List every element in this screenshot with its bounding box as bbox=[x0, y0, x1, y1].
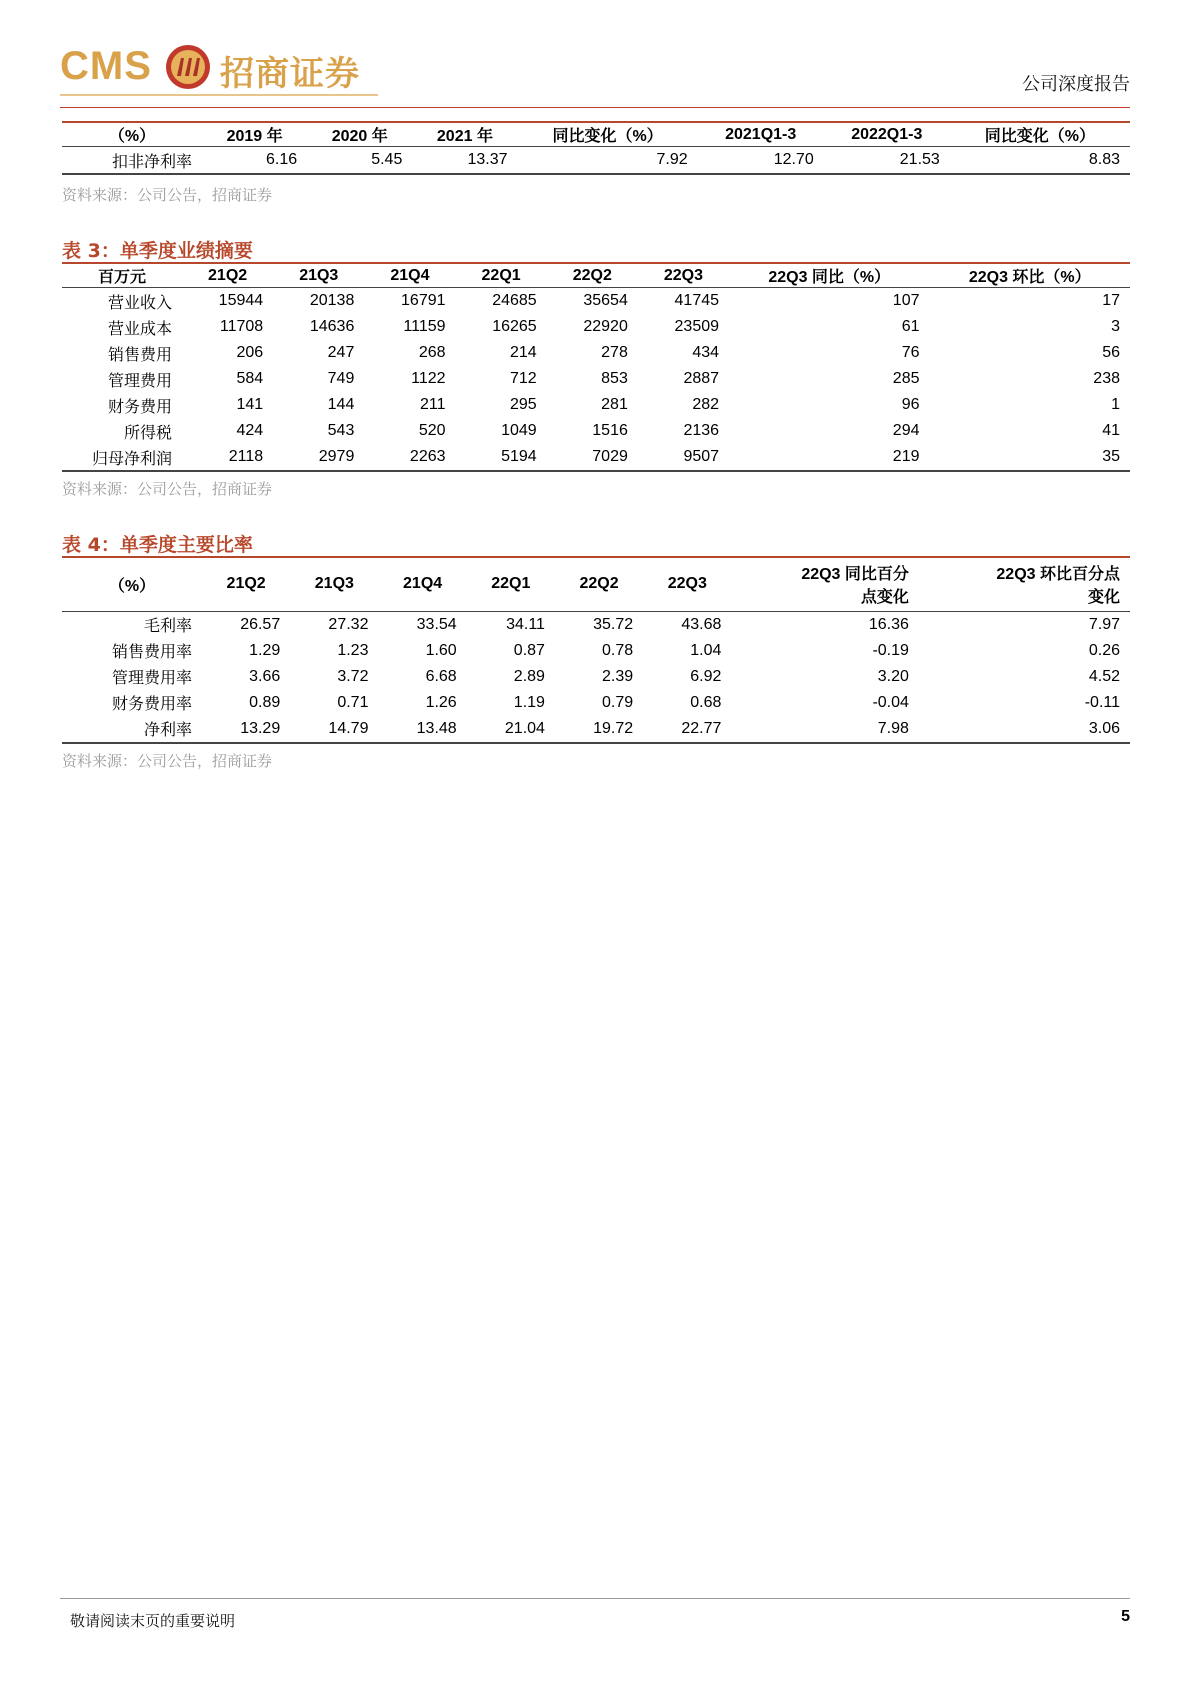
table-cell: 35654 bbox=[583, 292, 628, 309]
table-cell: -0.19 bbox=[872, 641, 909, 659]
table-cell: 2887 bbox=[683, 370, 720, 387]
table-cell: 1049 bbox=[501, 422, 537, 439]
table-cell: 19.72 bbox=[593, 719, 634, 737]
col-header: 21Q4 bbox=[403, 575, 443, 593]
logo-emblem-icon bbox=[165, 44, 211, 90]
table-cell: 2979 bbox=[318, 448, 355, 465]
col-header-yoy: 22Q3 同比百分 点变化 bbox=[801, 566, 909, 607]
table-cell: 26.57 bbox=[240, 615, 281, 633]
header-divider bbox=[60, 107, 1130, 108]
row-label: 管理费用率 bbox=[111, 668, 192, 687]
col-header: 21Q4 bbox=[390, 266, 430, 284]
table-cell: 33.54 bbox=[416, 615, 457, 633]
col-header: 21Q2 bbox=[208, 266, 248, 284]
table-cell: 238 bbox=[1093, 370, 1120, 387]
table-cell: 0.26 bbox=[1088, 641, 1120, 659]
col-header: 2022Q1-3 bbox=[851, 125, 923, 143]
table-cell: 17 bbox=[1102, 292, 1120, 309]
table-cell: -0.11 bbox=[1084, 693, 1120, 711]
table-cell: 543 bbox=[327, 422, 355, 439]
table-cell: 21.04 bbox=[504, 719, 545, 737]
table-cell: 1.26 bbox=[425, 693, 457, 711]
col-header: 2019 年 bbox=[226, 128, 283, 145]
table-cell: 13.29 bbox=[240, 719, 281, 737]
table-row bbox=[62, 340, 1130, 366]
row-label: 财务费用 bbox=[107, 396, 172, 416]
table-cell: 295 bbox=[509, 396, 537, 413]
table-cell: 16.36 bbox=[868, 615, 909, 633]
col-header: 22Q2 bbox=[579, 575, 619, 593]
table-cell: 5194 bbox=[501, 448, 537, 465]
table-4-title: 表 4：单季度主要比率 bbox=[62, 534, 253, 556]
col-header: 21Q3 bbox=[299, 266, 339, 284]
logo-chinese: 招商证券 bbox=[220, 54, 360, 94]
col-header: 同比变化（%） bbox=[984, 128, 1096, 145]
table-cell: 2118 bbox=[228, 448, 264, 465]
row-label: 归母净利润 bbox=[91, 448, 172, 468]
row-label: 所得税 bbox=[123, 422, 172, 442]
table-row bbox=[62, 418, 1130, 444]
col-header: 同比变化（%） bbox=[552, 128, 663, 145]
table-cell: 43.68 bbox=[681, 615, 722, 633]
table-cell: 0.87 bbox=[513, 641, 545, 659]
table-row bbox=[62, 611, 1130, 638]
table-cell: 1.04 bbox=[690, 641, 722, 659]
table-cell: 1.60 bbox=[425, 641, 457, 659]
table-cell: 35 bbox=[1102, 448, 1120, 465]
table-cell: 214 bbox=[509, 344, 537, 361]
table-cell: 2263 bbox=[409, 448, 446, 465]
row-label: 财务费用率 bbox=[111, 694, 192, 713]
col-header-qoq: 22Q3 环比百分点 变化 bbox=[996, 566, 1120, 607]
table-row bbox=[62, 314, 1130, 340]
table-row bbox=[62, 664, 1130, 690]
table-cell: 247 bbox=[327, 344, 355, 361]
table-cell: 9507 bbox=[683, 448, 720, 465]
company-logo bbox=[60, 40, 380, 100]
table-cell: 144 bbox=[327, 396, 355, 413]
table-row bbox=[62, 716, 1130, 743]
table-cell: 1.29 bbox=[249, 641, 281, 659]
col-header: 22Q2 bbox=[572, 266, 612, 284]
table-cell: 3.20 bbox=[877, 667, 909, 685]
table-cell: 3.72 bbox=[337, 667, 369, 685]
table-cell: 61 bbox=[901, 318, 920, 335]
table-cell: 1122 bbox=[411, 370, 446, 387]
table-cell: 434 bbox=[692, 344, 720, 361]
quarterly-results-table bbox=[62, 262, 1130, 472]
table-cell: 76 bbox=[901, 344, 920, 361]
table-cell: 0.79 bbox=[602, 693, 634, 711]
col-header: 2020 年 bbox=[331, 128, 388, 145]
table-cell: 13.48 bbox=[416, 719, 457, 737]
col-header: 百万元 bbox=[97, 269, 146, 286]
table-3-source: 资料来源：公司公告，招商证券 bbox=[62, 480, 273, 498]
footer-note: 敬请阅读末页的重要说明 bbox=[70, 1612, 236, 1630]
table-cell: 0.68 bbox=[690, 693, 722, 711]
table-cell: 424 bbox=[236, 422, 264, 439]
table-cell: 3.66 bbox=[249, 667, 281, 685]
row-label: 销售费用率 bbox=[111, 642, 192, 661]
col-header: 21Q2 bbox=[226, 575, 266, 593]
col-header: 22Q3 bbox=[663, 266, 704, 284]
table-cell: 211 bbox=[420, 396, 446, 413]
row-label: 销售费用 bbox=[107, 344, 172, 364]
quarterly-ratios-table bbox=[62, 556, 1130, 744]
report-type: 公司深度报告 bbox=[1022, 74, 1130, 95]
table-row bbox=[62, 392, 1130, 418]
row-label: 净利率 bbox=[143, 720, 192, 739]
table-source: 资料来源：公司公告，招商证券 bbox=[62, 186, 273, 204]
table-cell: 1.19 bbox=[513, 693, 545, 711]
table-cell: 35.72 bbox=[593, 615, 634, 633]
table-cell: 41 bbox=[1102, 422, 1120, 439]
col-header: 21Q3 bbox=[314, 575, 354, 593]
col-header: 22Q1 bbox=[481, 266, 521, 284]
table-cell: 278 bbox=[601, 344, 628, 361]
table-cell: 1 bbox=[1111, 396, 1120, 413]
row-label: 管理费用 bbox=[107, 370, 172, 390]
logo-underline bbox=[60, 94, 378, 96]
table-cell: 520 bbox=[418, 422, 446, 439]
table-cell: 22.77 bbox=[681, 719, 722, 737]
row-label: 营业收入 bbox=[107, 292, 172, 312]
table-cell: 219 bbox=[892, 448, 920, 465]
table-cell: 22920 bbox=[583, 318, 628, 335]
table-cell: 6.68 bbox=[425, 667, 457, 685]
table-cell: 56 bbox=[1102, 344, 1120, 361]
page-number: 5 bbox=[1121, 1608, 1130, 1625]
table-cell: 34.11 bbox=[506, 615, 545, 633]
table-cell: 11708 bbox=[219, 318, 264, 335]
table-cell: 16791 bbox=[401, 292, 446, 309]
table-cell: 2.89 bbox=[513, 667, 545, 685]
table-cell: 14.79 bbox=[328, 719, 369, 737]
col-header: （%） bbox=[108, 128, 156, 145]
table-cell: 107 bbox=[892, 292, 920, 309]
table-cell: 0.71 bbox=[337, 693, 369, 711]
table-cell: 3 bbox=[1111, 318, 1120, 335]
table-cell: 96 bbox=[901, 396, 920, 413]
table-row bbox=[62, 288, 1130, 315]
table-cell: 1.23 bbox=[337, 641, 369, 659]
col-header: （%） bbox=[108, 577, 156, 595]
table-cell: 14636 bbox=[309, 318, 355, 335]
table-cell: 584 bbox=[236, 370, 264, 387]
table-row bbox=[62, 444, 1130, 471]
table-4-source: 资料来源：公司公告，招商证券 bbox=[62, 752, 273, 770]
table-cell: 4.52 bbox=[1088, 667, 1120, 685]
row-label: 毛利率 bbox=[143, 616, 192, 635]
table-cell: 281 bbox=[601, 396, 628, 413]
col-header: 22Q3 bbox=[667, 575, 707, 593]
table-cell: 206 bbox=[236, 344, 264, 361]
table-cell: 7029 bbox=[592, 448, 628, 465]
table-cell: 285 bbox=[892, 370, 920, 387]
table-cell: -0.04 bbox=[872, 693, 909, 711]
table-cell: 16265 bbox=[492, 318, 537, 335]
table-cell: 294 bbox=[892, 422, 920, 439]
table-cell: 853 bbox=[601, 370, 628, 387]
col-header: 2021Q1-3 bbox=[725, 125, 797, 143]
row-label: 营业成本 bbox=[107, 318, 172, 338]
table-cell: 15944 bbox=[218, 292, 264, 309]
table-cell: 282 bbox=[692, 396, 720, 413]
table-cell: 24685 bbox=[492, 292, 537, 309]
col-header: 22Q3 同比（%） bbox=[768, 269, 891, 286]
col-header: 22Q3 环比（%） bbox=[968, 269, 1091, 286]
table-cell: 41745 bbox=[674, 292, 720, 309]
table-cell: 0.89 bbox=[249, 693, 281, 711]
table-cell: 7.97 bbox=[1088, 615, 1120, 633]
table-cell: 749 bbox=[327, 370, 355, 387]
table-cell: 20138 bbox=[309, 292, 355, 309]
table-cell: 23509 bbox=[674, 318, 720, 335]
table-row bbox=[62, 366, 1130, 392]
table-cell: 1516 bbox=[592, 422, 628, 439]
table-row: 扣非净利率 6.16 5.45 13.37 7.92 12.70 21.53 8.83 bbox=[62, 147, 1130, 175]
logo-latin: CMS bbox=[60, 44, 152, 88]
table-cell: 2.39 bbox=[602, 667, 634, 685]
table-row bbox=[62, 638, 1130, 664]
table-cell: 2136 bbox=[683, 422, 720, 439]
table-cell: 3.06 bbox=[1088, 719, 1120, 737]
table-cell: 141 bbox=[236, 396, 264, 413]
table-row bbox=[62, 690, 1130, 716]
table-cell: 268 bbox=[418, 344, 446, 361]
col-header: 2021 年 bbox=[436, 128, 493, 145]
table-cell: 6.92 bbox=[690, 667, 722, 685]
table-cell: 27.32 bbox=[328, 615, 369, 633]
table-cell: 712 bbox=[509, 370, 537, 387]
col-header: 22Q1 bbox=[491, 575, 531, 593]
table-cell: 0.78 bbox=[602, 641, 634, 659]
table-3-title: 表 3：单季度业绩摘要 bbox=[62, 240, 253, 262]
table-cell: 7.98 bbox=[877, 719, 909, 737]
profit-margin-table bbox=[62, 121, 1130, 175]
footer-divider bbox=[60, 1598, 1130, 1599]
table-cell: 11159 bbox=[403, 318, 446, 335]
